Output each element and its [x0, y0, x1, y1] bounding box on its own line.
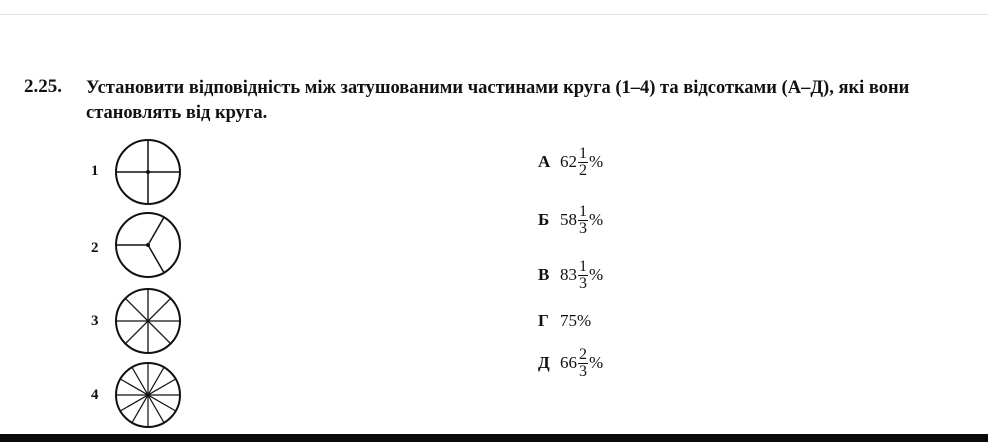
- circle-figure-3: [113, 286, 183, 356]
- option-v-fraction: [578, 259, 588, 292]
- option-a-fraction: [578, 146, 588, 179]
- option-d-numerator: 2: [579, 345, 587, 363]
- circle-label-4: 4: [91, 387, 99, 403]
- option-d-letter: Д: [538, 353, 550, 372]
- option-b-denominator: 3: [579, 219, 587, 237]
- option-v-denominator: 3: [579, 274, 587, 292]
- option-v-numerator: 1: [579, 257, 587, 275]
- option-g-value: 75%: [560, 311, 592, 330]
- option-b-fraction: [578, 204, 588, 237]
- option-g: [538, 301, 591, 341]
- circle-label-3: 3: [91, 313, 99, 329]
- option-b-percent: %: [589, 210, 604, 229]
- problem-number: 2.25.: [24, 76, 62, 97]
- top-divider: [0, 14, 988, 15]
- circle-figure-4: [113, 360, 183, 430]
- option-d-percent: %: [589, 353, 604, 372]
- option-a: [538, 142, 603, 182]
- option-a-whole: 62: [560, 152, 577, 171]
- option-d-whole: 66: [560, 353, 577, 372]
- option-b-numerator: 1: [579, 202, 587, 220]
- bottom-bar: [0, 434, 988, 442]
- circle-figure-1: [113, 137, 183, 207]
- option-v-whole: 83: [560, 265, 577, 284]
- option-d-fraction: [578, 347, 588, 380]
- option-v-letter: В: [538, 265, 550, 284]
- circle-label-2: 2: [91, 240, 99, 256]
- option-a-letter: А: [538, 152, 551, 171]
- option-d: [538, 343, 603, 383]
- option-v: [538, 255, 603, 295]
- circle-label-1: 1: [91, 163, 99, 179]
- option-a-numerator: 1: [579, 144, 587, 162]
- circle-figure-2: [113, 210, 183, 280]
- option-b: [538, 200, 603, 240]
- option-a-denominator: 2: [579, 161, 587, 179]
- option-b-letter: Б: [538, 210, 550, 229]
- option-v-percent: %: [589, 265, 604, 284]
- option-g-letter: Г: [538, 311, 549, 330]
- option-a-percent: %: [589, 152, 604, 171]
- option-d-denominator: 3: [579, 362, 587, 380]
- option-b-whole: 58: [560, 210, 577, 229]
- problem-text: Установити відповідність між затушованими частинами круга (1–4) та відсотками (А–Д), які вони становлять від круга.: [86, 78, 910, 123]
